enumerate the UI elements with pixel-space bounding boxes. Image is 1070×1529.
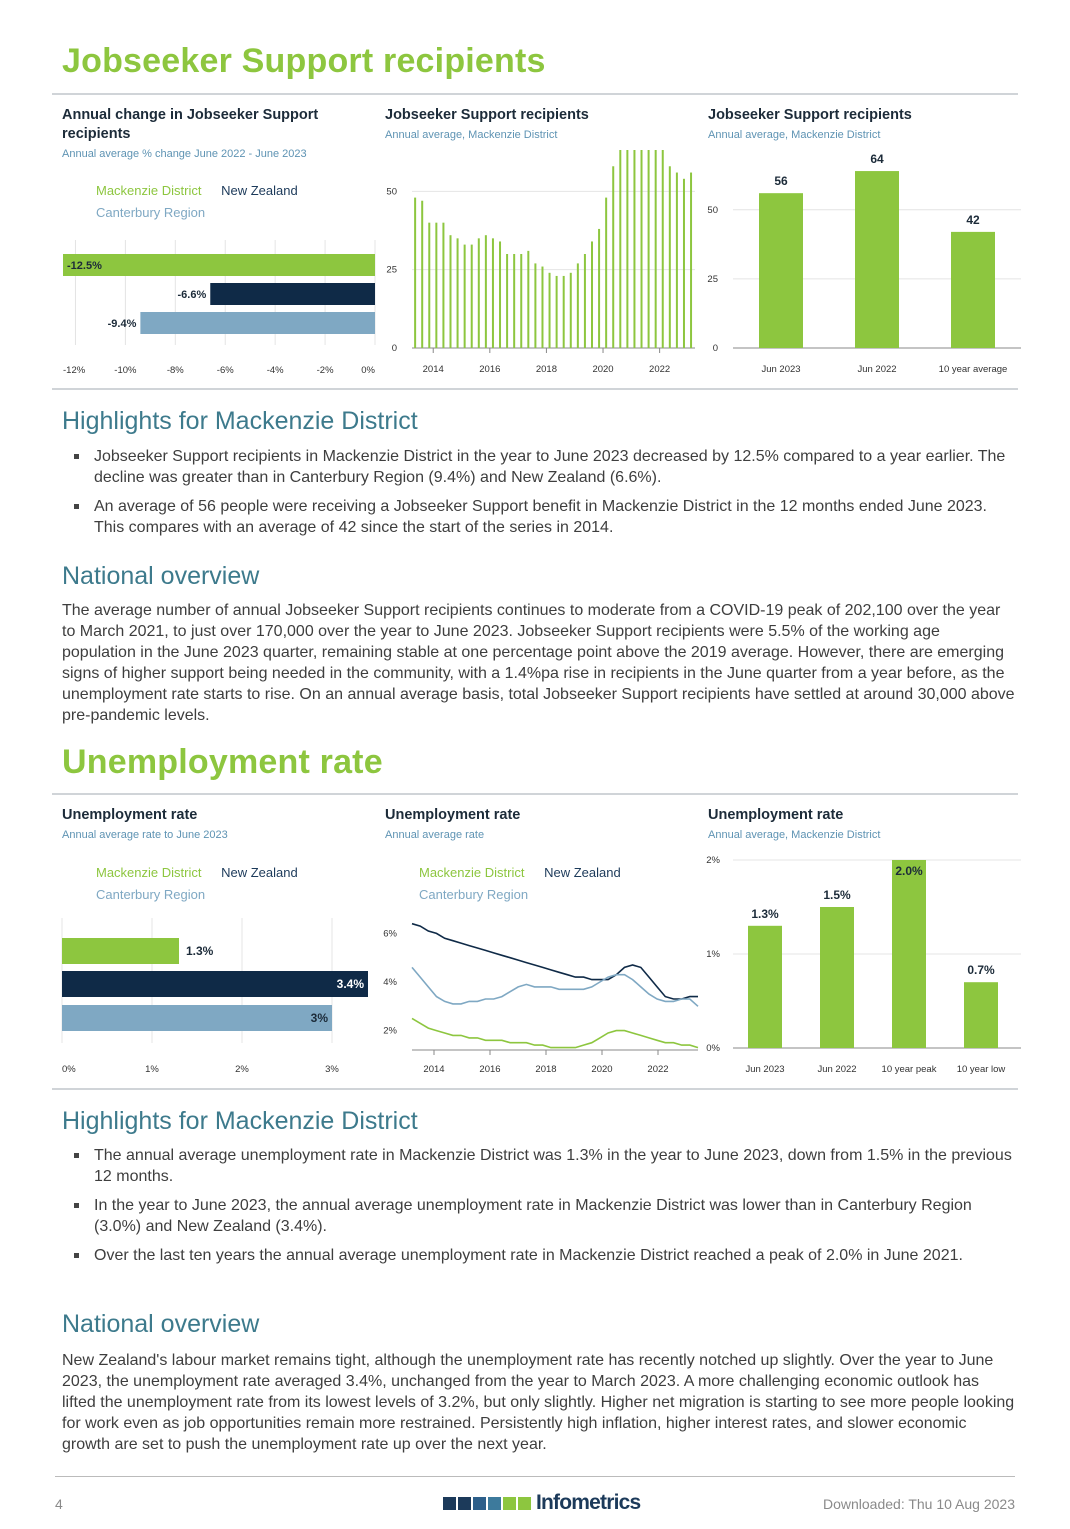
- bar: [612, 166, 614, 348]
- download-date: Downloaded: Thu 10 Aug 2023: [822, 1496, 1015, 1512]
- y-tick-label: 0: [391, 343, 397, 354]
- bar: [140, 312, 375, 334]
- chart4-subtitle: Annual average rate to June 2023: [62, 829, 228, 841]
- bar-value-label: 64: [870, 152, 884, 167]
- x-tick-label: Jun 2023: [745, 1064, 785, 1075]
- chart1-legend: [96, 180, 356, 224]
- x-tick-label: Jun 2022: [817, 1064, 857, 1075]
- x-tick-label: -4%: [266, 365, 284, 376]
- logo-text: Infometrics: [536, 1491, 641, 1514]
- bar: [662, 150, 664, 348]
- x-tick-label: 3%: [325, 1064, 339, 1075]
- highlights-title: Highlights for Mackenzie District: [62, 407, 418, 435]
- bar: [62, 971, 368, 997]
- x-tick-label: Jun 2023: [761, 364, 801, 375]
- y-tick-label: 25: [707, 273, 718, 285]
- x-tick-label: 2%: [235, 1064, 249, 1075]
- bar: [534, 263, 536, 348]
- x-tick-label: 2020: [592, 364, 614, 375]
- bar: [457, 238, 459, 348]
- chart3-header: [708, 106, 1018, 141]
- chart3-svg: [703, 150, 1023, 380]
- national-overview-title: National overview: [62, 562, 260, 590]
- highlights-list: [62, 1145, 1017, 1274]
- x-tick-label: 2016: [479, 364, 501, 375]
- legend-mackenzie: Mackenzie District: [96, 865, 202, 880]
- highlights-title: Highlights for Mackenzie District: [62, 1107, 418, 1135]
- y-tick-label: 0: [712, 343, 718, 354]
- y-tick-label: 1%: [706, 949, 720, 960]
- legend-mackenzie: Mackenzie District: [419, 865, 525, 880]
- chart5-header: [385, 806, 695, 841]
- x-tick-label: -10%: [114, 365, 137, 376]
- bar-value-label: 2.0%: [895, 864, 923, 878]
- bar: [605, 198, 607, 348]
- bar-value-label: 1.3%: [751, 906, 779, 921]
- bar: [591, 241, 593, 348]
- section-divider: [52, 93, 1018, 95]
- legend-nz: New Zealand: [221, 183, 298, 198]
- series-line: [412, 1018, 698, 1047]
- x-tick-label: 2018: [535, 364, 557, 375]
- highlight-item: In the year to June 2023, the annual average unemployment rate in Mackenzie District was lower than in Canterbury Region (3.0%) and New Zealand (3.4%).: [62, 1195, 1017, 1237]
- legend-canterbury: Canterbury Region: [96, 887, 206, 902]
- chart6-header: [708, 806, 1018, 841]
- section-divider: [52, 793, 1018, 795]
- x-tick-label: 2022: [647, 1064, 669, 1075]
- x-tick-label: 2014: [422, 364, 444, 375]
- bar: [598, 229, 600, 348]
- bar: [556, 276, 558, 348]
- bar-value-label: 56: [774, 174, 788, 189]
- bar-label: -9.4%: [107, 318, 137, 330]
- bar: [549, 273, 551, 348]
- footer-divider: [55, 1476, 1015, 1477]
- bar: [478, 238, 480, 348]
- chart3-subtitle: Annual average, Mackenzie District: [708, 129, 881, 141]
- x-tick-label: -2%: [316, 365, 334, 376]
- x-tick-label: 1%: [145, 1064, 159, 1075]
- y-tick-label: 2%: [383, 1025, 397, 1037]
- bar: [759, 193, 803, 348]
- bar: [449, 235, 451, 348]
- chart5-legend: [419, 862, 679, 906]
- chart5-title: Unemployment rate: [385, 807, 521, 823]
- bar: [520, 254, 522, 348]
- highlight-item: Jobseeker Support recipients in Mackenzie District in the year to June 2023 decreased by 12.5% compared to a year earlier. The decline was greater than in Canterbury Region (9.4%) and New Zealand (6.6%).: [62, 446, 1017, 488]
- chart1-svg: [55, 240, 380, 380]
- logo-square-icon: [443, 1497, 456, 1510]
- bar-label: -6.6%: [177, 289, 207, 301]
- section-divider: [52, 1088, 1018, 1090]
- bar: [210, 283, 375, 305]
- bar: [748, 926, 782, 1048]
- logo-square-icon: [488, 1497, 501, 1510]
- bar: [442, 223, 444, 348]
- bar: [669, 166, 671, 348]
- chart4-header: [62, 806, 362, 841]
- bar-value-label: 42: [966, 212, 980, 227]
- logo-square-icon: [503, 1497, 516, 1510]
- bar-label: 1.3%: [186, 944, 214, 958]
- legend-nz: New Zealand: [544, 865, 621, 880]
- y-tick-label: 4%: [383, 977, 397, 988]
- chart1-title: Annual change in Jobseeker Support recipients: [62, 107, 319, 142]
- x-tick-label: 2020: [591, 1064, 613, 1075]
- highlight-item: An average of 56 people were receiving a Jobseeker Support benefit in Mackenzie District in the 12 months ended June 2023. This compares with an average of 42 since the start of the series in 2014.: [62, 496, 1017, 538]
- legend-canterbury: Canterbury Region: [419, 887, 529, 902]
- page-number: 4: [55, 1496, 63, 1512]
- x-tick-label: 2016: [479, 1064, 501, 1075]
- bar-value-label: 0.7%: [967, 963, 995, 978]
- national-overview-text: The average number of annual Jobseeker Support recipients continues to moderate from a COVID-19 peak of 202,100 over the year to March 2021, to just over 170,000 over the year to June 2023. Jobseeker Support recipients were 5.5% of the working age population in the June 2023 quarter, remaining stable at one percentage point above the 2019 average. However, there are emerging signs of higher support being needed in the community, with a 1.4%pa rise in recipients in the June quarter from a year before, as the unemployment rate starts to rise. On an annual average basis, total Jobseeker Support recipients have settled at around 30,000 above pre-pandemic levels.: [62, 602, 1015, 724]
- series-line: [412, 967, 698, 1006]
- bar-label: 3%: [310, 1011, 328, 1025]
- y-tick-label: 6%: [383, 928, 397, 940]
- highlight-item: The annual average unemployment rate in Mackenzie District was 1.3% in the year to June 2023, down from 1.5% in the previous 12 months.: [62, 1145, 1017, 1187]
- chart5-svg: [380, 912, 700, 1080]
- x-tick-label: -6%: [216, 365, 234, 376]
- bar: [633, 150, 635, 348]
- highlights-list: [62, 446, 1017, 546]
- y-tick-label: 0%: [706, 1043, 720, 1054]
- logo-square-icon: [458, 1497, 471, 1510]
- chart1-subtitle: Annual average % change June 2022 - June 2023: [62, 148, 307, 160]
- bar: [690, 173, 692, 348]
- bar-value-label: 1.5%: [823, 888, 851, 902]
- x-tick-label: 0%: [62, 1064, 76, 1075]
- bar: [570, 273, 572, 348]
- bar: [820, 907, 854, 1048]
- chart2-svg: [380, 150, 700, 380]
- bar: [563, 276, 565, 348]
- bar: [626, 150, 628, 348]
- chart4-title: Unemployment rate: [62, 807, 198, 823]
- bar: [513, 254, 515, 348]
- bar: [499, 241, 501, 348]
- y-tick-label: 50: [707, 204, 718, 216]
- x-tick-label: -12%: [63, 365, 86, 376]
- bar: [485, 235, 487, 348]
- bar: [683, 179, 685, 348]
- chart5-subtitle: Annual average rate: [385, 829, 485, 841]
- bar: [648, 150, 650, 348]
- bar: [464, 245, 466, 348]
- x-tick-label: -8%: [166, 365, 184, 376]
- bar: [619, 150, 621, 348]
- chart6-title: Unemployment rate: [708, 807, 844, 823]
- highlight-item: Over the last ten years the annual average unemployment rate in Mackenzie District reached a peak of 2.0% in June 2021.: [62, 1245, 1017, 1266]
- national-overview-text: New Zealand's labour market remains tight, although the unemployment rate has recently notched up slightly. Over the year to June 2023, the unemployment rate averaged 3.4%, unchanged from the year to March 2023. A more challenging economic outlook has lifted the unemployment rate from its lowest levels of 3.2%, but only slightly. Higher net migration is starting to see more people looking for work even as job opportunities remain more restrained. Persistently high inflation, higher interest rates, and slower economic growth are set to push the unemployment rate up over the next year.: [62, 1352, 1015, 1453]
- chart6-svg: [703, 850, 1023, 1080]
- bar: [855, 171, 899, 348]
- x-tick-label: 0%: [361, 365, 375, 376]
- bar: [435, 223, 437, 348]
- chart1-header: [62, 106, 362, 160]
- bar: [62, 938, 179, 964]
- x-tick-label: 2018: [535, 1064, 557, 1075]
- bar: [577, 263, 579, 348]
- legend-mackenzie: Mackenzie District: [96, 183, 202, 198]
- bar: [676, 173, 678, 348]
- bar: [964, 982, 998, 1048]
- chart4-legend: [96, 862, 356, 906]
- bar: [951, 232, 995, 348]
- bar: [641, 150, 643, 348]
- bar-label: 3.4%: [336, 977, 364, 991]
- bar: [428, 223, 430, 348]
- chart2-subtitle: Annual average, Mackenzie District: [385, 129, 558, 141]
- chart2-header: [385, 106, 695, 141]
- bar-label: -12.5%: [67, 260, 102, 272]
- x-tick-label: 10 year low: [956, 1064, 1006, 1075]
- x-tick-label: 2022: [649, 364, 671, 375]
- bar: [527, 251, 529, 348]
- bar: [655, 150, 657, 348]
- logo-square-icon: [518, 1497, 531, 1510]
- bar: [414, 198, 416, 348]
- section-title-unemployment: Unemployment rate: [62, 743, 383, 781]
- x-tick-label: 2014: [423, 1064, 445, 1075]
- y-tick-label: 50: [386, 186, 397, 198]
- y-tick-label: 25: [386, 264, 397, 276]
- bar: [62, 1005, 332, 1031]
- x-tick-label: Jun 2022: [857, 364, 897, 375]
- x-tick-label: 10 year peak: [881, 1064, 937, 1075]
- section-title-jobseeker: Jobseeker Support recipients: [62, 42, 546, 80]
- bar: [63, 254, 375, 276]
- chart2-title: Jobseeker Support recipients: [385, 107, 589, 123]
- bar: [541, 267, 543, 348]
- chart6-subtitle: Annual average, Mackenzie District: [708, 829, 881, 841]
- y-tick-label: 2%: [706, 855, 720, 866]
- bar: [506, 254, 508, 348]
- legend-canterbury: Canterbury Region: [96, 205, 206, 220]
- bar: [421, 201, 423, 348]
- x-tick-label: 10 year average: [938, 364, 1008, 375]
- infometrics-logo: [443, 1490, 640, 1516]
- bar: [471, 245, 473, 348]
- bar: [584, 254, 586, 348]
- chart3-title: Jobseeker Support recipients: [708, 107, 912, 123]
- legend-nz: New Zealand: [221, 865, 298, 880]
- bar: [892, 860, 926, 1048]
- logo-square-icon: [473, 1497, 486, 1510]
- bar: [492, 238, 494, 348]
- section-divider: [52, 388, 1018, 390]
- national-overview-title: National overview: [62, 1310, 260, 1338]
- chart4-svg: [55, 918, 380, 1078]
